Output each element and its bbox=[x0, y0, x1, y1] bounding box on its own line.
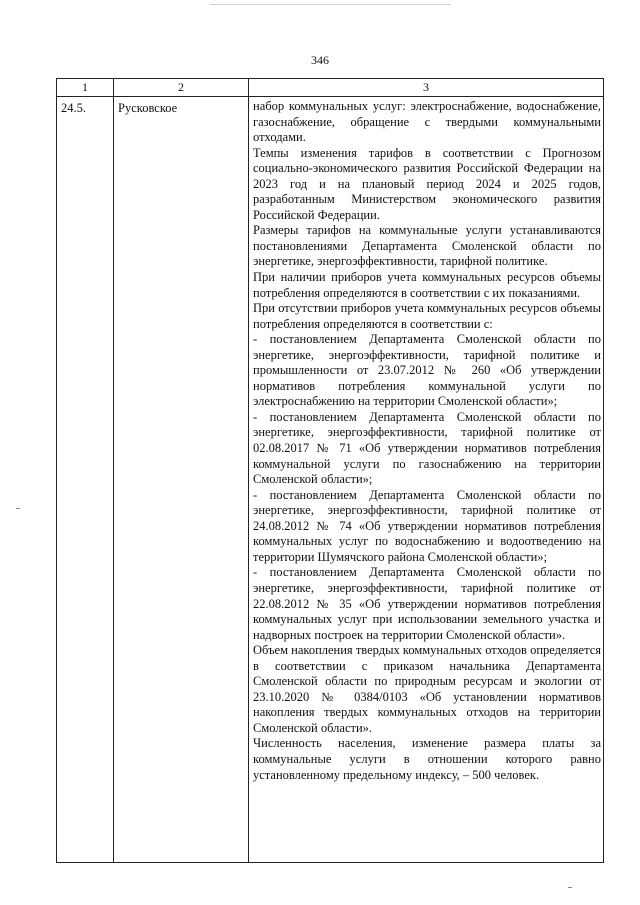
paragraph-resolution-water: - постановлением Департамента Смоленской области по энергетике, энергоэффективности, тарифной политике от 24.08.2012 № 74 «Об утверждении нормативов потребления коммунальных услуг по водоснабжению и водоотведению на территории Шумячского района Смоленской области»; bbox=[253, 487, 601, 564]
paragraph-tariff-rates: Темпы изменения тарифов в соответствии с Прогнозом социально-экономического развития Российской Федерации на 2023 год и на плановый период 2024 и 2025 годов, разработанным Министерством экономического развития Российской Федерации. bbox=[253, 145, 601, 222]
description-cell bbox=[249, 97, 604, 863]
row-number: 24.5. bbox=[61, 101, 86, 115]
paragraph-tariff-sizes: Размеры тарифов на коммунальные услуги устанавливаются постановлениями Департамента Смоленской области по энергетике, энергоэффективности, тарифной политике. bbox=[253, 223, 601, 269]
row-number-cell bbox=[57, 97, 114, 863]
paragraph-metering-present: При наличии приборов учета коммунальных ресурсов объемы потребления определяются в соответствии с их показаниями. bbox=[253, 270, 601, 300]
table-header-row bbox=[57, 79, 604, 97]
paragraph-metering-absent: При отсутствии приборов учета коммунальных ресурсов объемы потребления определяются в соответствии с: bbox=[253, 301, 601, 331]
scan-mark bbox=[16, 508, 20, 509]
paragraph-waste-volume: Объем накопления твердых коммунальных отходов определяется в соответствии с приказом начальника Департамента Смоленской области по природным ресурсам и экологии от 23.10.2020 № 0384/0103 «Об установлении нормативов накопления твердых коммунальных отходов на территории Смоленской области». bbox=[253, 643, 601, 735]
settlement-cell bbox=[114, 97, 249, 863]
column-header-1: 1 bbox=[57, 79, 114, 97]
page-number: 346 bbox=[311, 53, 329, 67]
column-header-2: 2 bbox=[114, 79, 249, 97]
paragraph-resolution-gas: - постановлением Департамента Смоленской области по энергетике, энергоэффективности, тарифной политике от 02.08.2017 № 71 «Об утверждении нормативов потребления коммунальной услуги по газоснабжению на территории Смоленской области»; bbox=[253, 409, 601, 487]
scan-mark bbox=[568, 887, 572, 888]
paragraph-services: набор коммунальных услуг: электроснабжение, водоснабжение, газоснабжение, обращение с твердыми коммунальными отходами. bbox=[253, 99, 601, 145]
column-header-3: 3 bbox=[249, 79, 604, 97]
document-table bbox=[56, 78, 604, 863]
settlement-name: Русковское bbox=[118, 101, 178, 115]
top-rule bbox=[210, 4, 450, 5]
paragraph-population: Численность населения, изменение размера платы за коммунальные услуги в отношении которого равно установленному предельному индексу, – 500 человек. bbox=[253, 736, 601, 782]
table-row bbox=[57, 97, 604, 863]
paragraph-resolution-land: - постановлением Департамента Смоленской области по энергетике, энергоэффективности, тарифной политике от 22.08.2012 № 35 «Об утверждении нормативов потребления коммунальных услуг при использовании земельного участка и надворных построек на территории Смоленской области». bbox=[253, 565, 601, 642]
paragraph-resolution-electricity: - постановлением Департамента Смоленской области по энергетике, энергоэффективности, тарифной политике и промышленности от 23.07.2012 № 260 «Об утверждении нормативов потребления коммунальной услуги по электроснабжению на территории Смоленской области»; bbox=[253, 332, 601, 409]
